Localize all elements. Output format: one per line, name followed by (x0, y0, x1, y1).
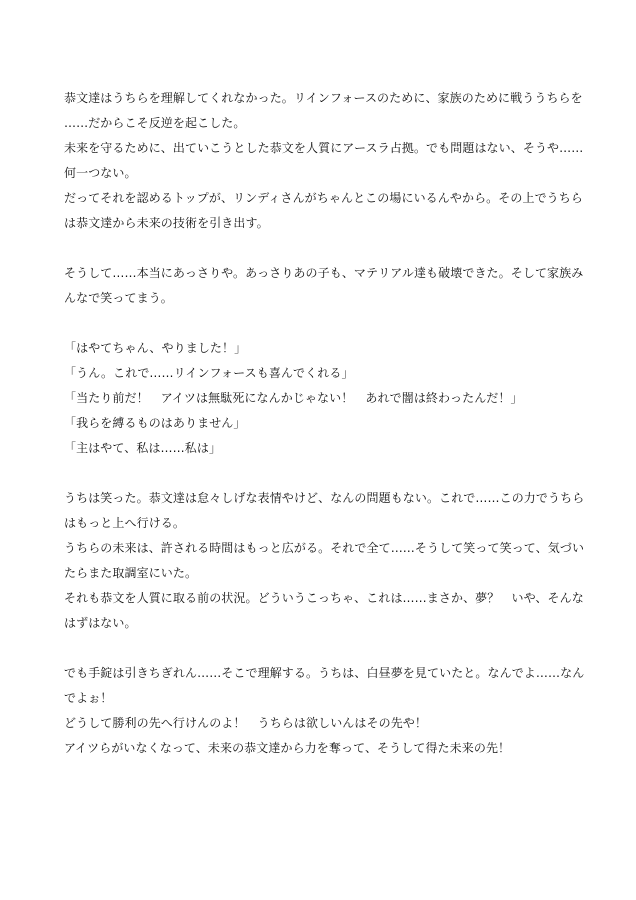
text-line: それも恭文を人質に取る前の状況。どういうこっちゃ、これは……まさか、夢？ いや、そんな (64, 591, 584, 605)
text-line: んなで笑ってまう。 (64, 291, 173, 305)
dialogue-line: 「うん。これで……リインフォースも喜んでくれる」 (64, 366, 354, 380)
text-line: 恭文達はうちらを理解してくれなかった。リインフォースのために、家族のために戦ううちらを (64, 91, 583, 105)
text-line: だってそれを認めるトップが、リンディさんがちゃんとこの場にいるんやから。その上でうちら (64, 191, 583, 205)
text-line: 何一つない。 (64, 166, 137, 180)
dialogue-line: 「当たり前だ！ アイツは無駄死になんかじゃない！ あれで闇は終わったんだ！」 (64, 391, 523, 405)
text-line: そうして……本当にあっさりや。あっさりあの子も、マテリアル達も破壊できた。そして家族み (64, 266, 584, 280)
text-line: うちらの未来は、許される時間はもっと広がる。それで全て……そうして笑って笑って、気づい (64, 541, 585, 555)
paragraph-gap (64, 311, 576, 336)
paragraph-gap (64, 636, 576, 661)
text-line: アイツらがいなくなって、未来の恭文達から力を奪って、そうして得た未来の先！ (64, 741, 511, 755)
text-line: でも手錠は引きちぎれん……そこで理解する。うちは、白昼夢を見ていたと。なんでよ……なん (64, 666, 585, 680)
dialogue-line: 「我らを縛るものはありません」 (64, 416, 246, 430)
text-line: はもっと上へ行ける。 (64, 516, 186, 530)
paragraph-gap (64, 461, 576, 486)
dialogue-line: 「主はやて、私は……私は」 (64, 441, 222, 455)
text-line: は恭文達から未来の技術を引き出す。 (64, 216, 269, 230)
document-body (64, 86, 585, 761)
text-line: ……だからこそ反逆を起こした。 (64, 116, 246, 130)
text-line: どうして勝利の先へ行けんのよ！ うちらは欲しいんはその先や！ (64, 716, 428, 730)
text-line: でよぉ！ (64, 691, 113, 705)
text-line: 未来を守るために、出ていこうとした恭文を人質にアースラ占拠。でも問題はない、そうや…… (64, 141, 584, 155)
text-line: はずはない。 (64, 616, 137, 630)
text-line: たらまた取調室にいた。 (64, 566, 198, 580)
dialogue-line: 「はやてちゃん、やりました！」 (64, 341, 247, 355)
paragraph-gap (64, 236, 576, 261)
text-line: うちは笑った。恭文達は怠々しげな表情やけど、なんの問題もない。これで……この力でうちら (64, 491, 585, 505)
